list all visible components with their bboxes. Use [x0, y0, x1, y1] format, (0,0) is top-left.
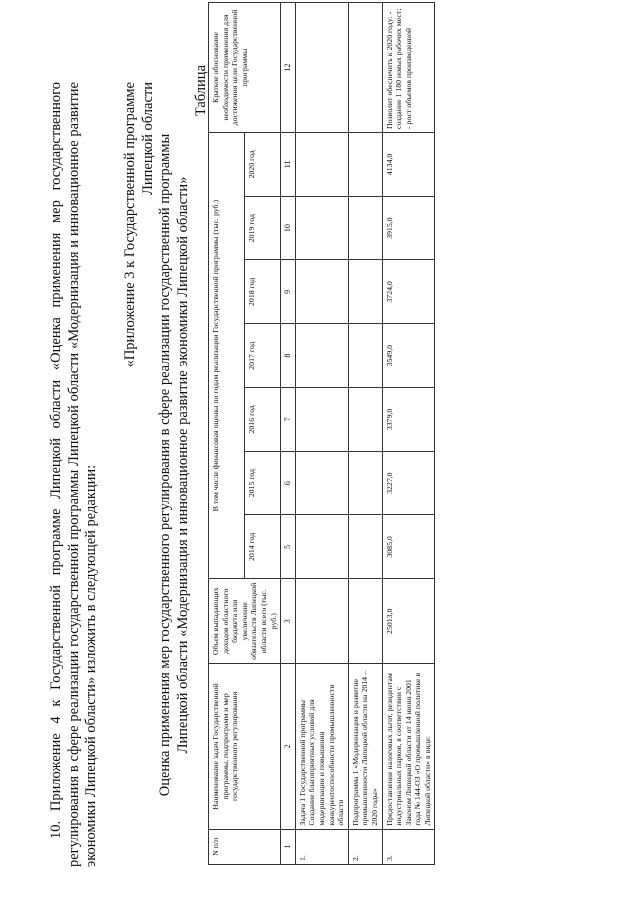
- row-year-value: [295, 388, 348, 452]
- column-number: 8: [281, 324, 296, 388]
- row-number: 2.: [348, 829, 382, 864]
- row-year-value: 3227,0: [382, 451, 435, 515]
- row-year-value: [295, 324, 348, 388]
- row-year-value: 3085,0: [382, 515, 435, 579]
- header-year: 2018 год: [245, 260, 281, 324]
- column-number: 9: [281, 260, 296, 324]
- measures-table: [208, 2, 435, 865]
- header-name: Наименование задач Государственной программы, подпрограмм и мер государственного регулирования: [209, 664, 281, 829]
- header-year: 2016 год: [245, 388, 281, 452]
- column-number: 2: [281, 664, 296, 829]
- document-title: [157, 85, 192, 845]
- row-year-value: [295, 133, 348, 197]
- row-note: Позволит обеспечить к 2020 году: - создание 1 180 новых рабочих мест; - рост объемов произведенной: [382, 3, 435, 133]
- row-year-value: 3915,0: [382, 196, 435, 260]
- column-number: 6: [281, 451, 296, 515]
- row-name: Задача 1 Государственной программы Создание благоприятных условий для модернизации и повышения конкурентоспособности промышленности области: [295, 664, 348, 829]
- table-row: [382, 3, 435, 865]
- column-number: 1: [281, 829, 296, 864]
- intro-paragraph: 10. Приложение 4 к Государственной программе Липецкой области «Оценка применения мер государственного регулирования в сфере реализации государственной программы Липецкой области «Модернизация и инновационное развитие экономики Липецкой области» изложить в следующей редакции:: [48, 82, 99, 867]
- header-number: N п/п: [209, 829, 281, 864]
- row-year-value: [348, 133, 382, 197]
- title-line-2: Липецкой области «Модернизация и инновационное развитие экономики Липецкой области»: [174, 176, 191, 754]
- column-number: 12: [281, 3, 296, 133]
- row-year-value: 3379,0: [382, 388, 435, 452]
- row-number: 3.: [382, 829, 435, 864]
- row-number: 1.: [295, 829, 348, 864]
- header-year: 2014 год: [245, 515, 281, 579]
- header-year: 2019 год: [245, 196, 281, 260]
- row-name: Предоставление налоговых льгот, резидентам индустриальных парков, в соответствии с Законом Липецкой области от 14 июня 2001 года № 144-ОЗ «О промышленной политике в Липецкой области» в виде:: [382, 664, 435, 829]
- row-note: [295, 3, 348, 133]
- row-year-value: [348, 451, 382, 515]
- table-caption: Таблица: [193, 65, 209, 117]
- table-row: [348, 3, 382, 865]
- row-year-value: [348, 196, 382, 260]
- row-year-value: [295, 260, 348, 324]
- row-year-value: [348, 388, 382, 452]
- row-year-value: [295, 451, 348, 515]
- column-number: 5: [281, 515, 296, 579]
- table-row: [295, 3, 348, 865]
- header-year: 2017 год: [245, 324, 281, 388]
- row-volume: [295, 579, 348, 664]
- column-number: 10: [281, 196, 296, 260]
- column-number: 11: [281, 133, 296, 197]
- header-years-group: В том числе финансовая оценка по годам реализации Государственной программы (тыс. руб.): [209, 133, 245, 579]
- row-year-value: 3549,0: [382, 324, 435, 388]
- row-year-value: [295, 196, 348, 260]
- title-line-1: Оценка применения мер государственного регулирования в сфере реализации государственной программы: [157, 133, 173, 797]
- row-name: Подпрограмма 1 «Модернизация и развитие промышленности Липецкой области на 2014 – 2020 годы»: [348, 664, 382, 829]
- row-volume: 25013,0: [382, 579, 435, 664]
- row-year-value: [348, 324, 382, 388]
- header-year: 2020 год: [245, 133, 281, 197]
- column-number: 7: [281, 388, 296, 452]
- row-year-value: [348, 260, 382, 324]
- row-volume: [348, 579, 382, 664]
- header-justification: Краткое обоснование необходимости применения для достижения цели Государственной программы: [209, 3, 281, 133]
- row-year-value: [295, 515, 348, 579]
- column-number: 3: [281, 579, 296, 664]
- appendix-label: «Приложение 3 к Государственной программе Липецкой области: [122, 82, 156, 368]
- row-year-value: 3724,0: [382, 260, 435, 324]
- header-year: 2015 год: [245, 451, 281, 515]
- row-year-value: 4134,0: [382, 133, 435, 197]
- row-year-value: [348, 515, 382, 579]
- header-volume: Объем выпадающих доходов областного бюджета или увеличение обязательств Липецкой области всего (тыс. руб.): [209, 579, 281, 664]
- row-note: [348, 3, 382, 133]
